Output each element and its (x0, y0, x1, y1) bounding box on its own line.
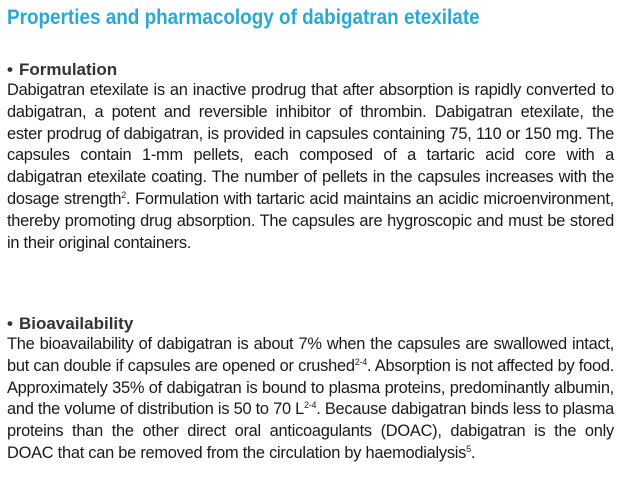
citation-ref: 2-4 (304, 400, 317, 411)
bullet-marker: • (7, 60, 13, 79)
section-heading-text: Bioavailability (18, 314, 134, 333)
bullet-marker: • (7, 314, 13, 333)
page-title: Properties and pharmacology of dabigatran etexilate (7, 6, 480, 29)
section-heading (7, 314, 614, 334)
section-heading-text: Formulation (18, 60, 118, 79)
paragraph-text: . Absorption is not affected by food. Approximately 35% of dabigatran is bound to plasma proteins, predominantly albumin, and the volume of distribution is 50 to 70 L (7, 356, 614, 419)
paragraph-text: The bioavailability of dabigatran is about 7% when the capsules are swallowed intact, but can double if capsules are opened or crushed (7, 335, 614, 375)
citation-ref: 2 (121, 189, 127, 200)
section-bioavailability (7, 314, 614, 465)
section-heading (7, 60, 614, 80)
section-paragraph (7, 334, 614, 465)
section-paragraph (7, 80, 614, 254)
citation-ref: 2-4 (354, 356, 367, 367)
citation-ref: 5 (466, 443, 471, 454)
paragraph-text: . Because dabigatran binds less to plasma proteins than the other direct oral anticoagulants (DOAC), dabigatran is the only DOAC that can be removed from the circulation by haemodialysis (7, 400, 614, 462)
section-formulation (7, 60, 614, 254)
paragraph-text: Dabigatran etexilate is an inactive prodrug that after absorption is rapidly converted to dabigatran, a potent and reversible inhibitor of thrombin. Dabigatran etexilate, the ester prodrug of dabigatran, is provided in capsules containing 75, 110 or 150 mg. The capsules contain 1-mm pellets, each composed of a tartaric acid core with a dabigatran etexilate coating. The number of pellets in the capsules increases with the dosage strength (7, 81, 614, 208)
paragraph-text: . Formulation with tartaric acid maintains an acidic microenvironment, thereby promoting drug absorption. The capsules are hygroscopic and must be stored in their original containers. (7, 189, 614, 252)
paragraph-text: . (470, 443, 476, 462)
